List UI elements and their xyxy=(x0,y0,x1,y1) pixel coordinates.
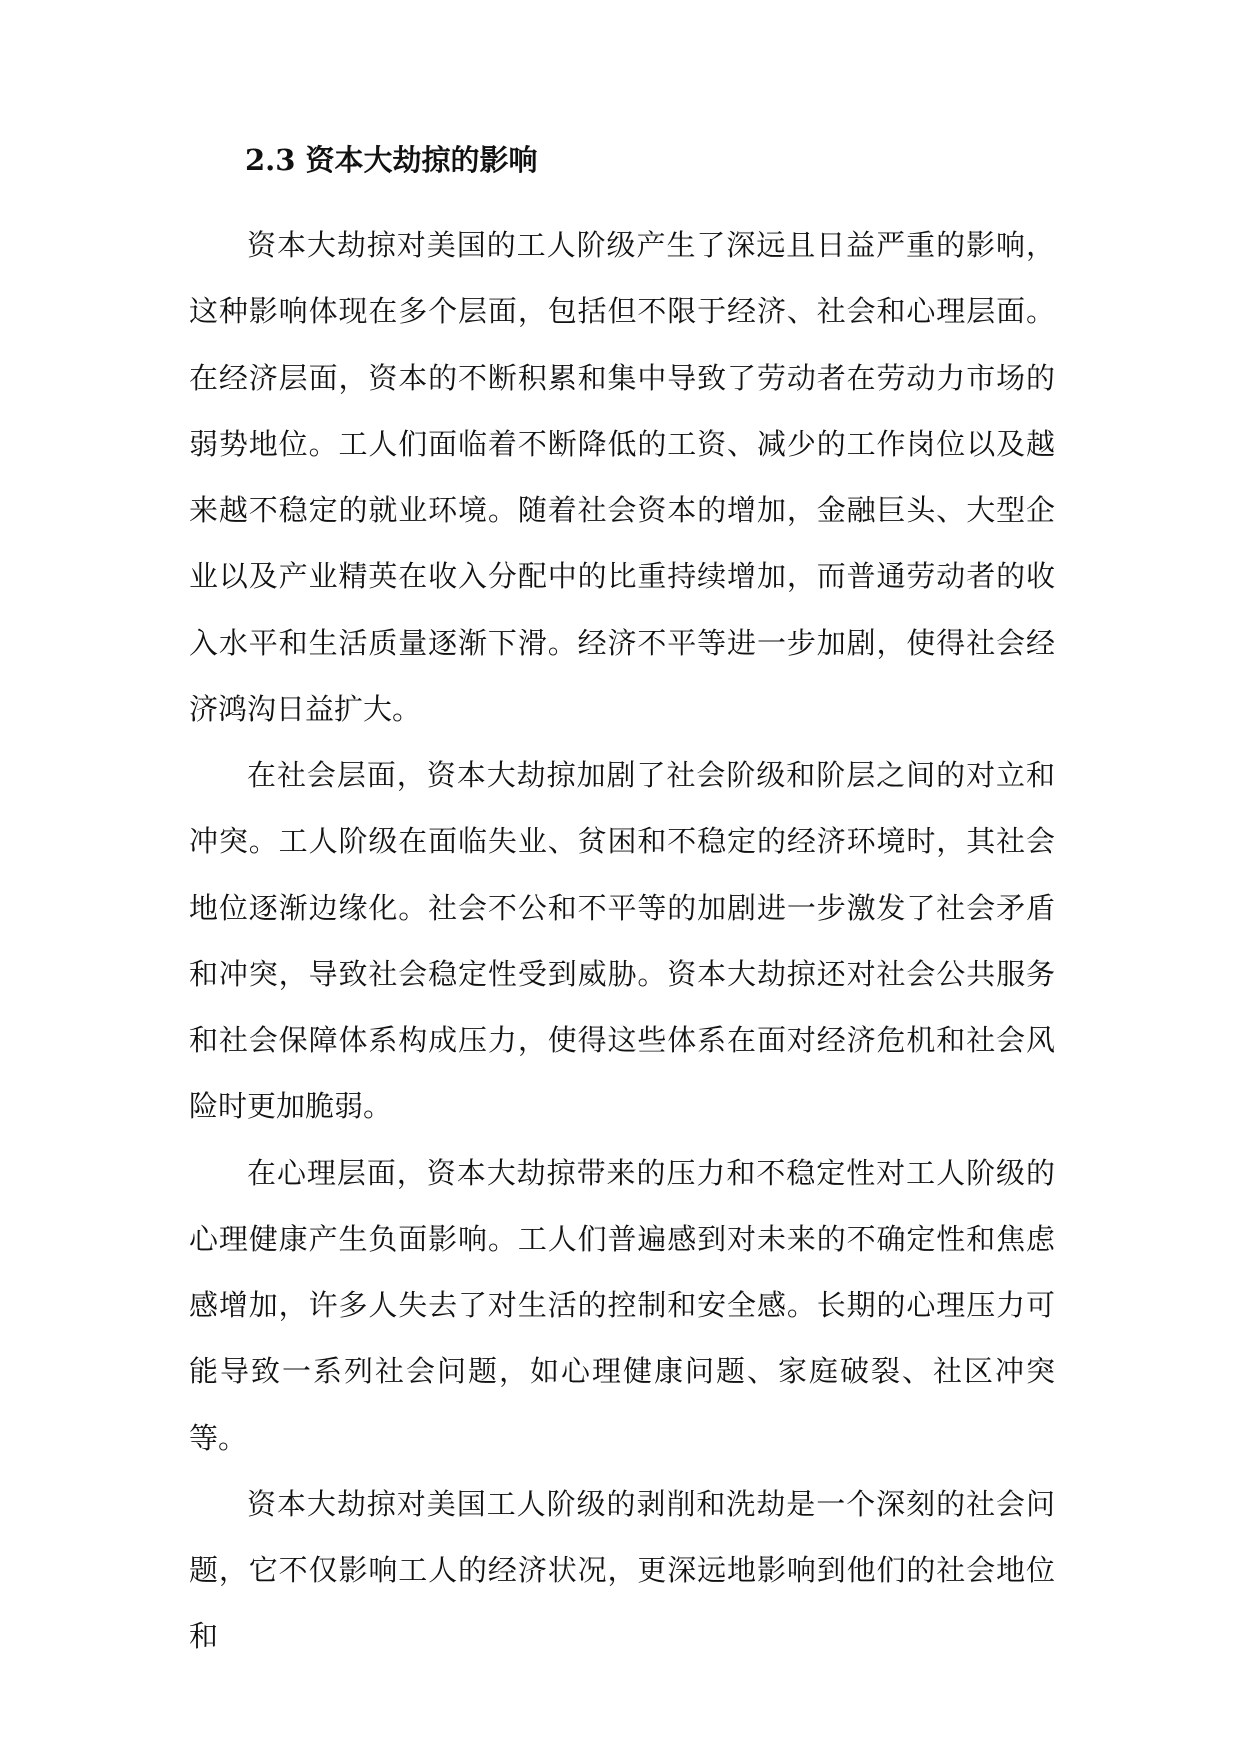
paragraph-social-impact: 在社会层面，资本大劫掠加剧了社会阶级和阶层之间的对立和冲突。工人阶级在面临失业、贫困和不稳定的经济环境时，其社会地位逐渐边缘化。社会不公和不平等的加剧进一步激发了社会矛盾和冲突，导致社会稳定性受到威胁。资本大劫掠还对社会公共服务和社会保障体系构成压力，使得这些体系在面对经济危机和社会风险时更加脆弱。 xyxy=(189,758,1055,1124)
body-text xyxy=(189,212,1055,1670)
paragraph-economic-impact: 资本大劫掠对美国的工人阶级产生了深远且日益严重的影响，这种影响体现在多个层面，包括但不限于经济、社会和心理层面。在经济层面，资本的不断积累和集中导致了劳动者在劳动力市场的弱势地位。工人们面临着不断降低的工资、减少的工作岗位以及越来越不稳定的就业环境。随着社会资本的增加，金融巨头、大型企业以及产业精英在收入分配中的比重持续增加，而普通劳动者的收入水平和生活质量逐渐下滑。经济不平等进一步加剧，使得社会经济鸿沟日益扩大。 xyxy=(189,228,1055,726)
section-heading: 2.3 资本大劫掠的影响 xyxy=(245,143,538,177)
paragraph-psychological-impact: 在心理层面，资本大劫掠带来的压力和不稳定性对工人阶级的心理健康产生负面影响。工人们普遍感到对未来的不确定性和焦虑感增加，许多人失去了对生活的控制和安全感。长期的心理压力可能导致一系列社会问题，如心理健康问题、家庭破裂、社区冲突等。 xyxy=(189,1155,1055,1455)
paragraph-conclusion: 资本大劫掠对美国工人阶级的剥削和洗劫是一个深刻的社会问题，它不仅影响工人的经济状况，更深远地影响到他们的社会地位和 xyxy=(189,1486,1055,1654)
